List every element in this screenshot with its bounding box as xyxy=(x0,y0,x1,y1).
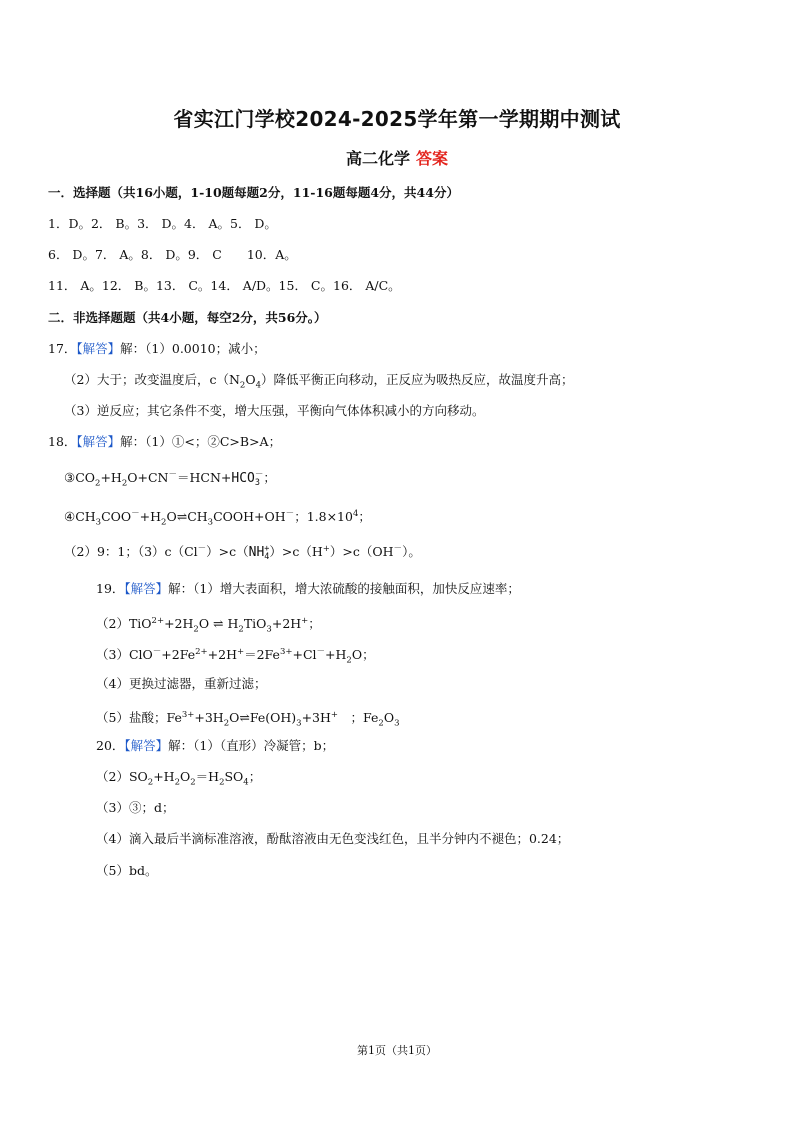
subscript: 2 xyxy=(161,517,167,528)
q18-number: 18． xyxy=(48,434,77,449)
q20-text: SO xyxy=(224,769,244,784)
q18-text: ③CO xyxy=(64,470,96,486)
superscript: － xyxy=(316,647,326,657)
q19-text: +3H xyxy=(301,710,331,726)
q18-tag: 【解答】 xyxy=(76,434,121,449)
q18-text: ）。 xyxy=(402,544,421,560)
q17-line-1 xyxy=(48,340,266,358)
q19-text: O； xyxy=(351,647,375,663)
superscript: 4 xyxy=(352,509,359,519)
q18-text: ）>c（H xyxy=(269,544,323,560)
superscript: － xyxy=(197,544,207,554)
subtitle-answer: 答案 xyxy=(416,149,449,168)
superscript: 3+ xyxy=(181,710,195,720)
q18-text: ；1.8×10 xyxy=(294,509,353,525)
subscript: 2 xyxy=(239,380,246,391)
q20-text-1: 解：（1）（直形）冷凝管；b； xyxy=(168,738,335,753)
ion-formula: NH xyxy=(248,545,265,561)
q18-text: ④CH xyxy=(64,509,96,525)
q20-text: ； xyxy=(248,769,262,784)
q19-line-4: （4）更换过滤器，重新过滤； xyxy=(96,676,267,691)
q17-text-2b: O xyxy=(245,372,256,387)
subscript: 2 xyxy=(378,718,384,729)
subscript: 3 xyxy=(207,517,214,528)
q19-text: +3H xyxy=(194,710,224,726)
q20-number: 20． xyxy=(96,738,125,753)
q19-text: TiO xyxy=(243,616,267,632)
subscript: 2 xyxy=(346,655,352,666)
q18-text: ； xyxy=(358,509,371,525)
ion-charge: + xyxy=(264,543,270,554)
q19-text: O ⇌ H xyxy=(198,616,239,632)
subscript: 2 xyxy=(193,624,199,635)
q18-text: （2）9：1；（3）c（Cl xyxy=(64,544,198,560)
q17-line-2 xyxy=(64,371,574,395)
subscript: 2 xyxy=(174,777,180,788)
q18-text: O+CN xyxy=(127,470,169,486)
q18-line-2 xyxy=(64,466,276,493)
q18-line-3 xyxy=(64,505,371,532)
section1-heading: 一．选择题（共16小题，1-10题每题2分，11-16题每题4分，共44分） xyxy=(48,185,459,200)
q19-line-5 xyxy=(96,706,400,733)
page-footer: 第1页（共1页） xyxy=(357,1044,437,1057)
q20-line-4: （4）滴入最后半滴标准溶液，酚酞溶液由无色变浅红色，且半分钟内不褪色；0.24； xyxy=(96,831,570,846)
q19-number: 19． xyxy=(96,581,125,596)
q19-line-3 xyxy=(96,643,375,670)
q17-text-1: 解：（1）0.0010；减小； xyxy=(120,341,266,356)
q19-text: ＝2Fe xyxy=(244,647,280,663)
q20-tag: 【解答】 xyxy=(124,738,169,753)
q20-text: +H xyxy=(153,769,175,784)
page-title: 省实江门学校2024-2025学年第一学期期中测试 xyxy=(173,107,621,131)
superscript: 2+ xyxy=(151,616,165,626)
q19-line-1 xyxy=(96,580,520,598)
ion-formula: HCO xyxy=(231,471,255,487)
bicarbonate-ion xyxy=(231,471,263,486)
q20-text: ＝H xyxy=(195,769,220,784)
superscript: 2+ xyxy=(195,647,208,657)
q19-text: ；Fe xyxy=(338,710,379,726)
q19-text: （2）TiO xyxy=(96,616,152,632)
subscript: 4 xyxy=(255,380,261,391)
superscript: + xyxy=(322,544,330,554)
q20-text: （2）SO xyxy=(96,769,148,784)
ion-subscript: 3 xyxy=(254,477,260,488)
q19-text: O⇌Fe(OH) xyxy=(229,710,297,726)
q19-text-1: 解：（1）增大表面积，增大浓硫酸的接触面积，加快反应速率； xyxy=(168,581,520,596)
ion-subscript: 4 xyxy=(264,551,270,562)
subscript: 4 xyxy=(243,777,249,788)
q19-text: O xyxy=(383,710,395,726)
superscript: + xyxy=(301,616,309,626)
q18-text: ＝HCN+ xyxy=(177,470,232,486)
subscript: 3 xyxy=(266,624,272,635)
q18-text: +H xyxy=(100,470,122,486)
q18-text: COO xyxy=(101,509,132,525)
subscript: 2 xyxy=(95,478,101,489)
q19-text: +2H xyxy=(207,647,237,663)
q18-line-4 xyxy=(64,540,421,562)
q18-text: O⇌CH xyxy=(166,509,208,525)
q19-text: +2Fe xyxy=(161,647,196,663)
subscript: 2 xyxy=(190,777,196,788)
q20-line-2 xyxy=(96,768,261,792)
superscript: － xyxy=(285,509,295,519)
subscript: 3 xyxy=(95,517,102,528)
q20-text: O xyxy=(179,769,191,784)
q17-line-3: （3）逆反应；其它条件不变，增大压强，平衡向气体体积减小的方向移动。 xyxy=(64,403,485,418)
q17-tag: 【解答】 xyxy=(76,341,121,356)
answer-row-1: 1．D。2． B。3． D。4． A。5． D。 xyxy=(48,216,277,231)
q20-line-5: （5）bd。 xyxy=(96,863,158,878)
superscript: + xyxy=(236,647,245,657)
superscript: － xyxy=(393,544,403,554)
q18-text: +H xyxy=(139,509,162,525)
superscript: － xyxy=(152,647,162,657)
subscript: 2 xyxy=(121,478,128,489)
subscript: 3 xyxy=(394,718,400,729)
q18-text-1: 解：（1）①<；②C>B>A； xyxy=(120,434,282,449)
q18-text: COOH+OH xyxy=(213,509,286,525)
answer-row-2: 6． D。7． A。8． D。9． C 10．A。 xyxy=(48,247,297,262)
q17-text-2c: ）降低平衡正向移动，正反应为吸热反应，故温度升高； xyxy=(261,372,574,387)
ammonium-ion xyxy=(249,545,270,560)
q17-number: 17． xyxy=(48,341,77,356)
q19-tag: 【解答】 xyxy=(124,581,169,596)
q18-text: ； xyxy=(263,470,276,486)
q18-line-1 xyxy=(48,433,281,451)
subtitle-subject: 高二化学 xyxy=(345,149,410,168)
subscript: 2 xyxy=(238,624,244,635)
subscript: 3 xyxy=(296,718,302,729)
answer-row-3: 11． A。12． B。13． C。14． A/D。15． C。16． A/C。 xyxy=(48,278,401,293)
q19-text: （5）盐酸；Fe xyxy=(96,710,182,726)
q19-text: +2H xyxy=(164,616,194,632)
subscript: 2 xyxy=(219,777,225,788)
subscript: 2 xyxy=(223,718,230,729)
q19-text: +Cl xyxy=(292,647,317,663)
subscript: 2 xyxy=(147,777,154,788)
section2-heading: 二．非选择题题（共4小题，每空2分，共56分。） xyxy=(48,310,327,325)
q19-line-2 xyxy=(96,612,321,639)
q17-text-2a: （2）大于；改变温度后，c（N xyxy=(64,372,240,387)
q20-line-1 xyxy=(96,737,334,755)
q19-text: （3）ClO xyxy=(96,647,153,663)
q19-text: +2H xyxy=(271,616,302,632)
page-subtitle xyxy=(0,146,794,169)
superscript: 3+ xyxy=(279,647,293,657)
superscript: + xyxy=(330,710,339,720)
ion-charge: － xyxy=(254,469,264,480)
q19-text: ； xyxy=(308,616,321,632)
superscript: － xyxy=(131,509,140,519)
q18-text: ）>c（OH xyxy=(329,544,394,560)
q18-text: ）>c（ xyxy=(206,544,249,560)
q20-line-3: （3）③；d； xyxy=(96,800,175,815)
q19-text: +H xyxy=(325,647,347,663)
superscript: － xyxy=(168,470,177,480)
